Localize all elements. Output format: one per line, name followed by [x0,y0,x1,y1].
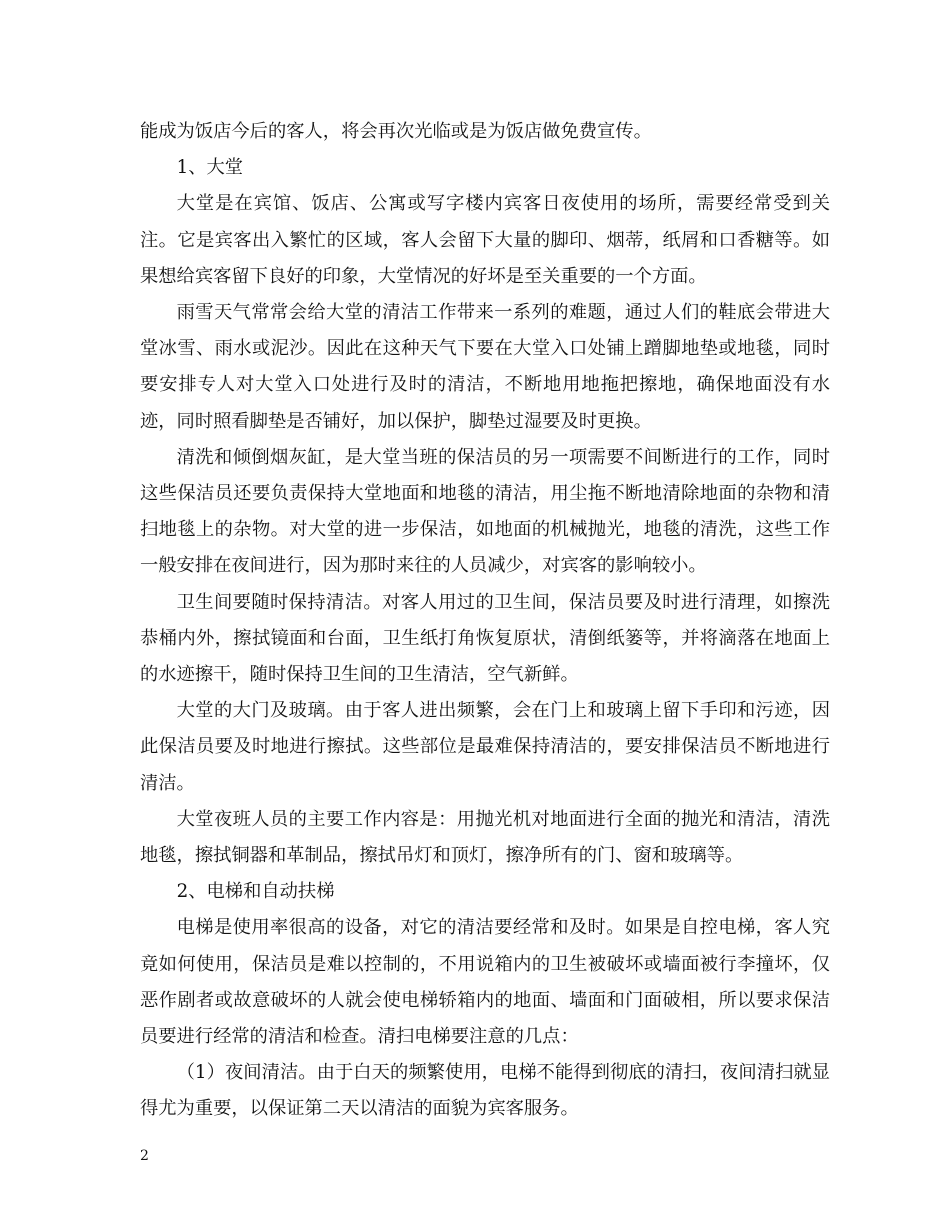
paragraph: 清洗和倾倒烟灰缸，是大堂当班的保洁员的另一项需要不间断进行的工作，同时这些保洁员还要负责保持大堂地面和地毯的清洁，用尘拖不断地清除地面的杂物和清扫地毯上的杂物。对大堂的进一步保洁，如地面的机械抛光，地毯的清洗，这些工作一般安排在夜间进行，因为那时来往的人员减少，对宾客的影响较小。 [140,446,830,577]
page-number: 2 [140,1148,149,1164]
paragraph: 卫生间要随时保持清洁。对客人用过的卫生间，保洁员要及时进行清理，如擦洗恭桶内外，擦拭镜面和台面，卫生纸打角恢复原状，清倒纸篓等，并将滴落在地面上的水迹擦干，随时保持卫生间的卫生清洁，空气新鲜。 [140,591,830,686]
section-heading-lobby: 1、大堂 [176,157,244,179]
body-text [140,114,830,1128]
paragraph-continued: 能成为饭店今后的客人，将会再次光临或是为饭店做免费宣传。 [140,121,652,142]
paragraph: 雨雪天气常常会给大堂的清洁工作带来一系列的难题，通过人们的鞋底会带进大堂冰雪、雨水或泥沙。因此在这种天气下要在大堂入口处铺上蹭脚地垫或地毯，同时要安排专人对大堂入口处进行及时的清洁，不断地用地拖把擦地，确保地面没有水迹，同时照看脚垫是否铺好，加以保护，脚垫过湿要及时更换。 [140,302,830,432]
paragraph: 电梯是使用率很高的设备，对它的清洁要经常和及时。如果是自控电梯，客人究竟如何使用，保洁员是难以控制的，不用说箱内的卫生被破坏或墙面被行李撞坏，仅恶作剧者或故意破坏的人就会使电梯轿箱内的地面、墙面和门面破相，所以要求保洁员要进行经常的清洁和检查。清扫电梯要注意的几点： [140,917,830,1048]
paragraph: 大堂的大门及玻璃。由于客人进出频繁，会在门上和玻璃上留下手印和污迹，因此保洁员要及时地进行擦拭。这些部位是最难保持清洁的，要安排保洁员不断地进行清洁。 [140,700,830,794]
list-item: （1）夜间清洁。由于白天的频繁使用，电梯不能得到彻底的清扫，夜间清扫就显得尤为重要，以保证第二天以清洁的面貌为宾客服务。 [140,1062,830,1120]
paragraph: 大堂夜班人员的主要工作内容是：用抛光机对地面进行全面的抛光和清洁，清洗地毯，擦拭铜器和革制品，擦拭吊灯和顶灯，擦净所有的门、窗和玻璃等。 [140,808,830,867]
paragraph: 大堂是在宾馆、饭店、公寓或写字楼内宾客日夜使用的场所，需要经常受到关注。它是宾客出入繁忙的区域，客人会留下大量的脚印、烟蒂，纸屑和口香糖等。如果想给宾客留下良好的印象，大堂情况的好坏是至关重要的一个方面。 [140,193,830,287]
section-heading-elevator: 2、电梯和自动扶梯 [176,881,335,903]
